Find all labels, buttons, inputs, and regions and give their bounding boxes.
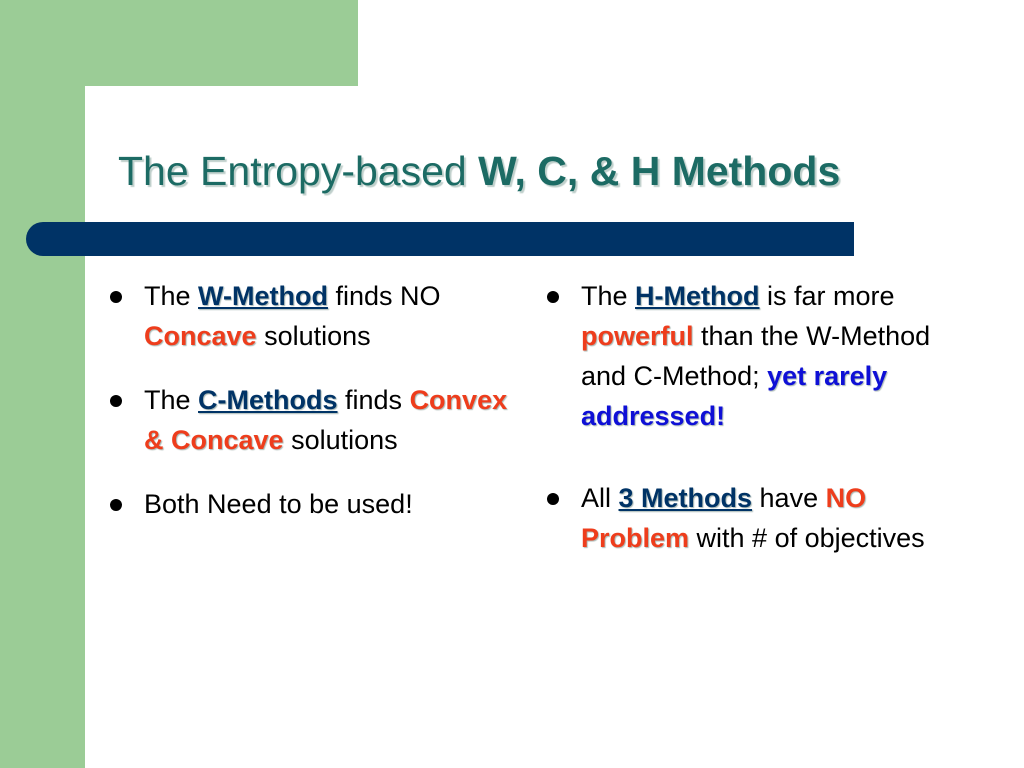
w-method-term: W-Method (198, 281, 328, 311)
bullet-text: finds NO (327, 281, 441, 311)
h-method-term: H-Method (635, 281, 760, 311)
bullet-text: is far more (759, 281, 895, 311)
slide-title (118, 148, 840, 195)
concave-term: Concave (144, 321, 257, 351)
bullet-text: than the W-Method and C-Method; (581, 321, 931, 391)
right-column (545, 276, 965, 582)
top-green-block (0, 0, 358, 86)
title-plain: The Entropy-based (118, 148, 479, 194)
left-green-band (0, 0, 85, 768)
powerful-term: powerful (581, 321, 694, 351)
bullet-c-methods (108, 380, 518, 460)
bullet-dot (110, 395, 122, 407)
bullet-dot (110, 291, 122, 303)
bullet-dot (547, 291, 559, 303)
bullet-text: solutions (283, 425, 398, 455)
three-methods-term: 3 Methods (618, 483, 753, 513)
bullet-dot (547, 493, 559, 505)
bullet-text: The (144, 281, 199, 311)
bullet-text: with # of objectives (689, 523, 925, 553)
bullet-text: finds (337, 385, 410, 415)
bullet-h-method (545, 276, 965, 436)
title-bold: W, C, & H Methods (478, 148, 841, 194)
no-problem-term: NO Problem (581, 483, 867, 553)
bullet-text: The (581, 281, 636, 311)
left-column (108, 276, 518, 548)
bullet-text: All (581, 483, 619, 513)
bullet-both-needed (108, 484, 518, 524)
bullet-text: solutions (256, 321, 371, 351)
bullet-text: have (752, 483, 826, 513)
bullet-three-methods (545, 478, 965, 558)
bullet-w-method (108, 276, 518, 356)
convex-concave-term: Convex & Concave (144, 385, 508, 455)
rarely-addressed-term: yet rarely addressed! (581, 361, 888, 431)
bullet-text: Both Need to be used! (144, 489, 413, 519)
c-methods-term: C-Methods (198, 385, 338, 415)
bullet-text: The (144, 385, 199, 415)
bullet-dot (110, 499, 122, 511)
title-underline-bar (26, 222, 854, 256)
